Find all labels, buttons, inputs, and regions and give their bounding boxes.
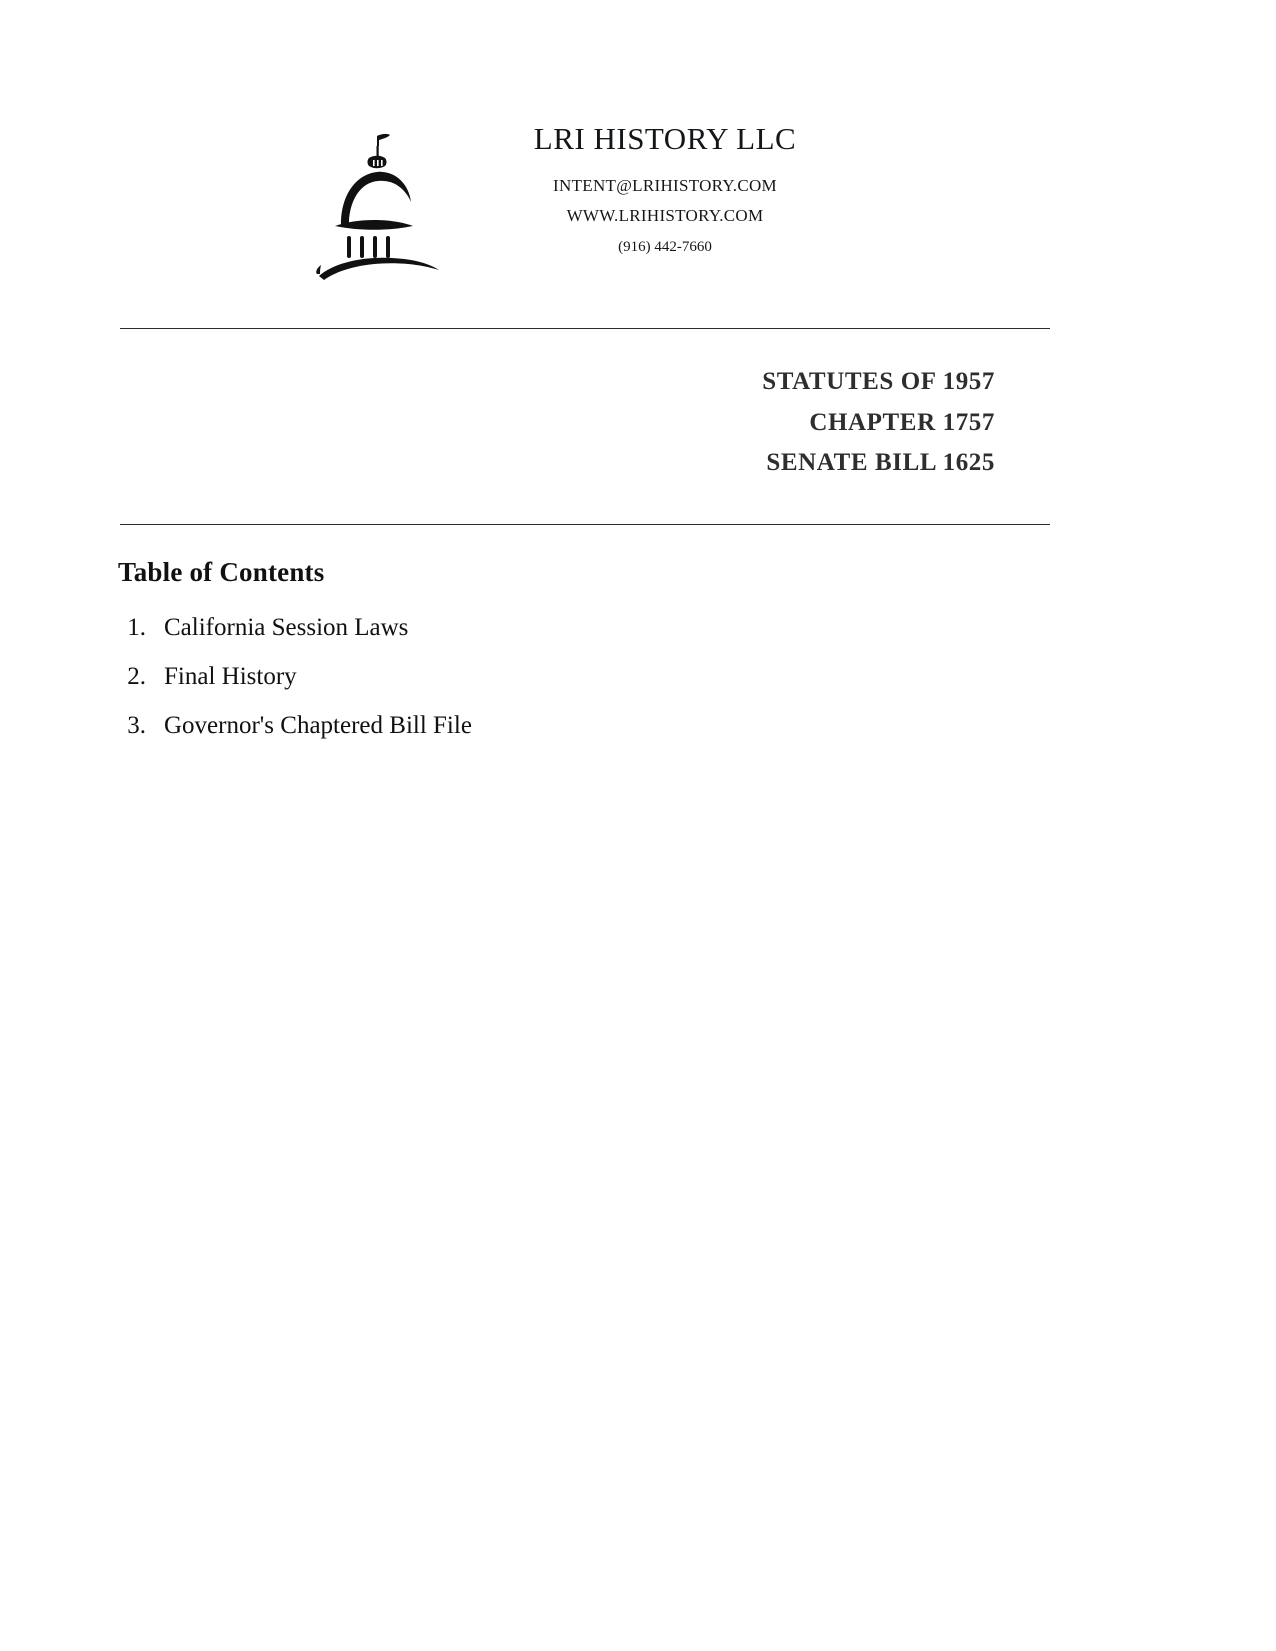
list-item-number: 3. (127, 712, 146, 739)
table-of-contents-heading: Table of Contents (118, 557, 325, 587)
chapter-line: CHAPTER 1757 (809, 408, 995, 436)
list-item-label: California Session Laws (164, 614, 409, 641)
table-of-contents-list (118, 615, 472, 762)
divider-top (120, 328, 1050, 329)
capitol-dome-icon (305, 126, 445, 286)
logo (295, 120, 455, 286)
company-website: WWW.LRIHISTORY.COM (566, 205, 764, 225)
divider-bottom (120, 524, 1050, 525)
title-block (120, 362, 995, 484)
list-item-label: Governor's Chaptered Bill File (164, 712, 472, 739)
list-item-number: 2. (127, 663, 146, 690)
list-item-number: 1. (127, 614, 146, 641)
letterhead (0, 120, 1276, 286)
bill-line: SENATE BILL 1625 (766, 449, 995, 476)
company-email: INTENT@LRIHISTORY.COM (553, 176, 777, 196)
company-phone: (916) 442-7660 (618, 238, 712, 255)
list-item-label: Final History (164, 663, 297, 690)
statutes-line: STATUTES OF 1957 (762, 368, 995, 395)
list-item (118, 664, 472, 689)
company-name: LRI HISTORY LLC (533, 121, 797, 156)
list-item (118, 615, 472, 640)
list-item (118, 713, 472, 738)
company-info (465, 120, 865, 261)
